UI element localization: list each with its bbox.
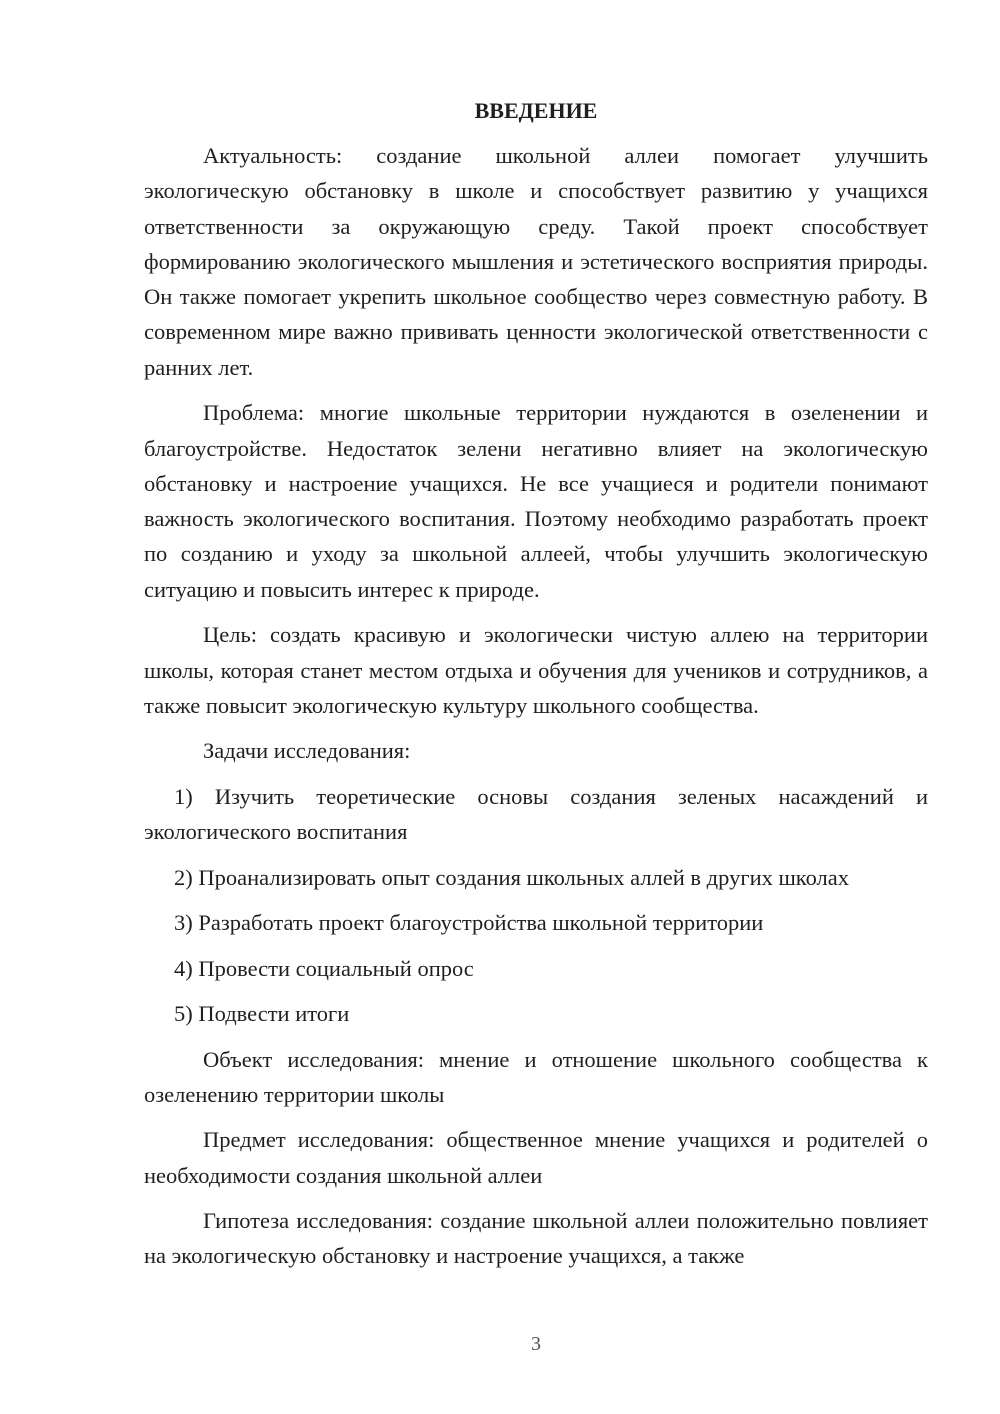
paragraph-hypothesis: Гипотеза исследования: создание школьной аллеи положительно повлияет на экологическую обстановку и настроение учащихся, а также xyxy=(144,1208,928,1269)
task-item-2: 2) Проанализировать опыт создания школьных аллей в других школах xyxy=(174,864,850,890)
paragraph-goal: Цель: создать красивую и экологически чистую аллею на территории школы, которая станет местом отдыха и обучения для учеников и сотрудников, а также повысит экологическую культуру школьного сообщества. xyxy=(144,622,928,718)
paragraph-subject: Предмет исследования: общественное мнение учащихся и родителей о необходимости создания школьной аллеи xyxy=(144,1127,928,1188)
tasks-heading: Задачи исследования: xyxy=(203,738,411,764)
task-item-5: 5) Подвести итоги xyxy=(174,1001,350,1027)
task-item-3: 3) Разработать проект благоустройства школьной территории xyxy=(174,910,764,936)
task-item-4: 4) Провести социальный опрос xyxy=(174,955,474,981)
task-item-1: 1) Изучить теоретические основы создания зеленых насаждений и экологического воспитания xyxy=(144,783,928,845)
page-content xyxy=(144,95,928,1284)
paragraph-object: Объект исследования: мнение и отношение школьного сообщества к озеленению территории школы xyxy=(144,1046,928,1107)
page-number: 3 xyxy=(531,1333,541,1355)
paragraph-problem: Проблема: многие школьные территории нуждаются в озеленении и благоустройстве. Недостаток зелени негативно влияет на экологическую обстановку и настроение учащихся. Не все учащиеся и родители понимают важность экологического воспитания. Поэтому необходимо разработать проект по созданию и уходу за школьной аллеей, чтобы улучшить экологическую ситуацию и повысить интерес к природе. xyxy=(144,400,928,602)
paragraph-relevance: Актуальность: создание школьной аллеи помогает улучшить экологическую обстановку в школе и способствует развитию у учащихся ответственности за окружающую среду. Такой проект способствует формированию экологического мышления и эстетического восприятия природы. Он также помогает укрепить школьное сообщество через совместную работу. В современном мире важно прививать ценности экологической ответственности с ранних лет. xyxy=(144,143,928,380)
section-title: ВВЕДЕНИЕ xyxy=(474,98,598,123)
